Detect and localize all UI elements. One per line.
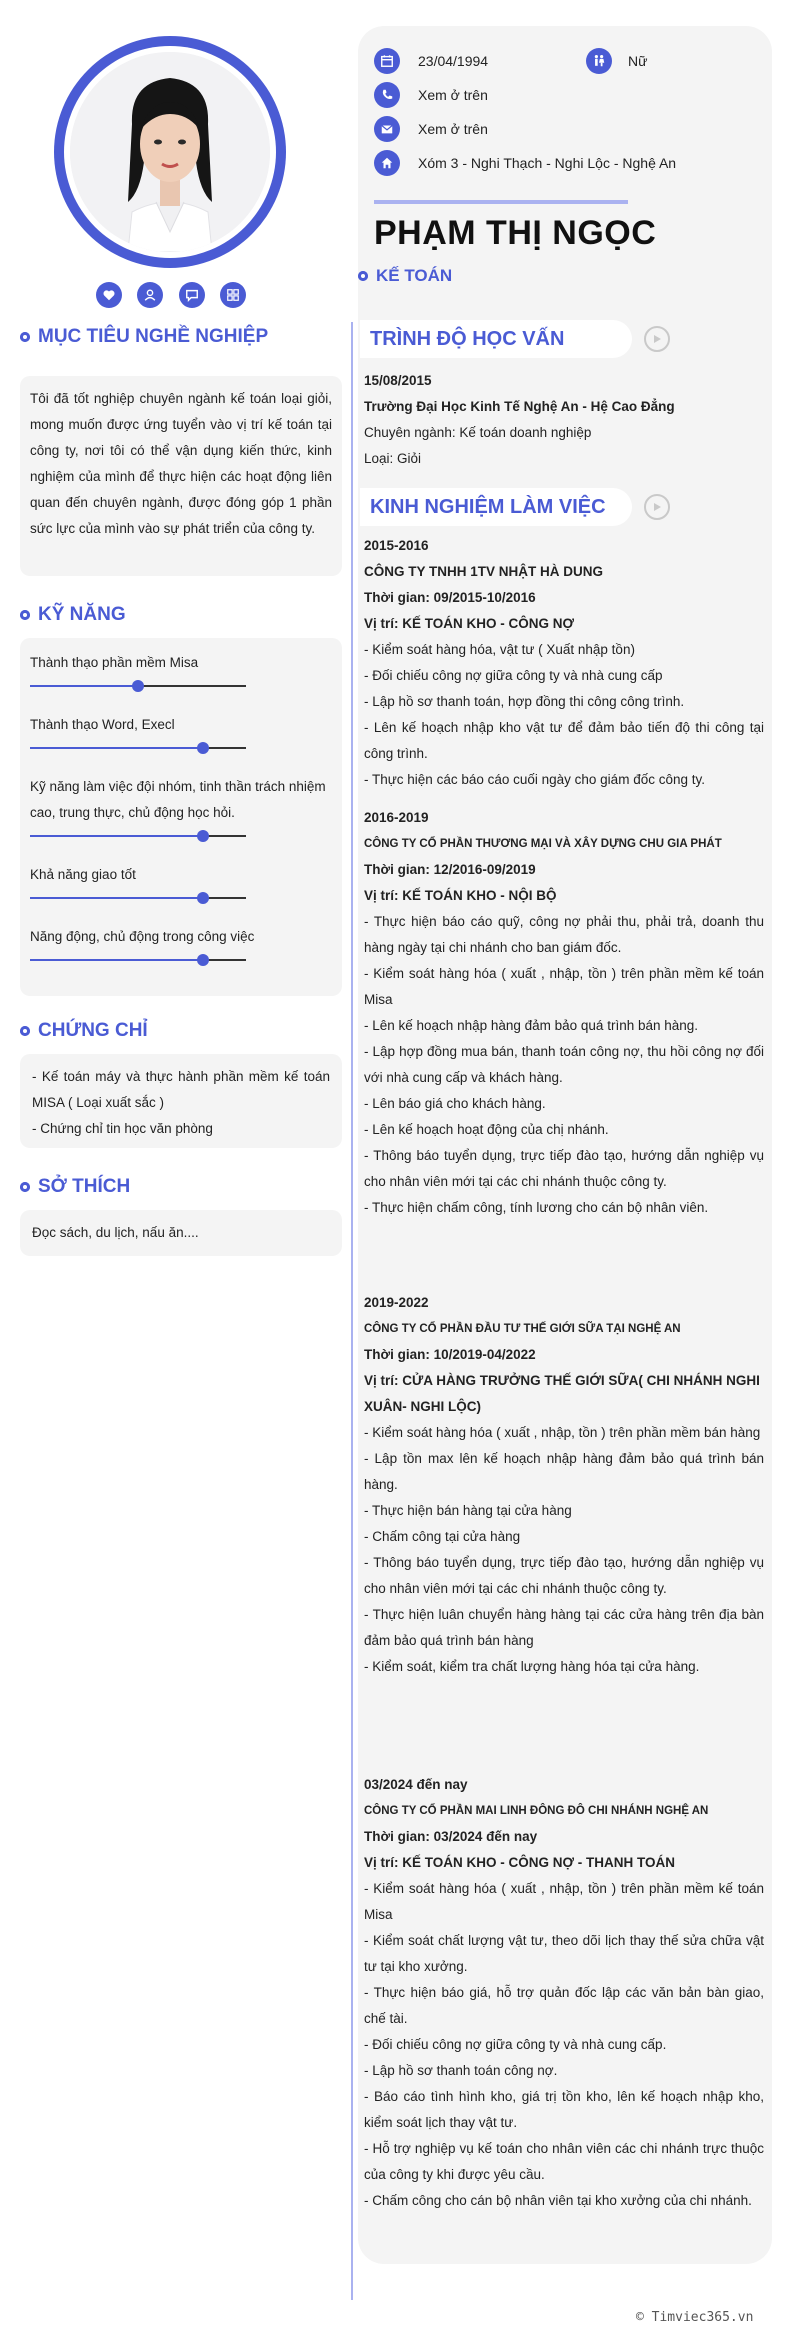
user-icon[interactable] bbox=[137, 282, 163, 308]
contact-row-phone bbox=[374, 78, 764, 112]
skill-knob bbox=[197, 742, 209, 754]
job-duty: - Kiểm soát hàng hóa ( xuất , nhập, tồn ) trên phần mềm kế toán Misa bbox=[364, 1881, 764, 1922]
job-duty: - Thực hiện bán hàng tại cửa hàng bbox=[364, 1503, 572, 1518]
hobbies-heading-text: SỞ THÍCH bbox=[38, 1176, 131, 1197]
play-icon bbox=[644, 494, 670, 520]
skills-heading-text: KỸ NĂNG bbox=[38, 604, 126, 625]
job-company: CÔNG TY TNHH 1TV NHẬT HÀ DUNG bbox=[364, 564, 604, 579]
heart-icon[interactable] bbox=[96, 282, 122, 308]
job-title-text: KẾ TOÁN bbox=[376, 266, 453, 285]
job-company: CÔNG TY CỔ PHẦN MAI LINH ĐÔNG ĐÔ CHI NHÁNH NGHỆ AN bbox=[364, 1805, 709, 1817]
contact-row-dob-gender bbox=[374, 44, 764, 78]
gender-value: Nữ bbox=[628, 53, 648, 69]
job-duty: - Thông báo tuyển dụng, trực tiếp đào tạo, hướng dẫn nghiệp vụ cho nhân viên mới tại các chi nhánh thuộc công ty. bbox=[364, 1148, 764, 1189]
job-duty: - Thực hiện chấm công, tính lương cho cán bộ nhân viên. bbox=[364, 1200, 709, 1215]
job-period: 03/2024 đến nay bbox=[364, 1777, 468, 1792]
job-company: CÔNG TY CỔ PHẦN ĐẦU TƯ THẾ GIỚI SỮA TẠI NGHỆ AN bbox=[364, 1323, 681, 1335]
profile-photo bbox=[70, 52, 270, 252]
social-links bbox=[96, 282, 246, 308]
gender-icon bbox=[586, 48, 612, 74]
education-date: 15/08/2015 bbox=[364, 373, 432, 388]
contact-info bbox=[374, 44, 764, 180]
education-major: Chuyên ngành: Kế toán doanh nghiệp bbox=[364, 425, 592, 440]
bullet-dot-icon bbox=[20, 1026, 30, 1036]
education-school: Trường Đại Học Kinh Tế Nghệ An - Hệ Cao Đẳng bbox=[364, 399, 675, 414]
experience-heading bbox=[360, 488, 632, 526]
column-divider bbox=[351, 322, 353, 2300]
certificates-box bbox=[20, 1054, 342, 1148]
avatar bbox=[54, 36, 286, 268]
job-duty: - Chấm công tại cửa hàng bbox=[364, 1529, 521, 1544]
skill-item bbox=[30, 712, 330, 754]
skill-label: Thành thạo Word, Execl bbox=[30, 717, 175, 732]
job-block bbox=[364, 1772, 764, 2214]
phone-value[interactable]: Xem ở trên bbox=[418, 87, 488, 103]
certificate-line: - Chứng chỉ tin học văn phòng bbox=[32, 1121, 213, 1136]
skill-bar bbox=[30, 954, 246, 966]
calendar-icon bbox=[374, 48, 400, 74]
job-duty: - Lập hồ sơ thanh toán, hợp đồng thi công công trình. bbox=[364, 694, 685, 709]
name-accent-bar bbox=[374, 200, 628, 204]
email-icon bbox=[374, 116, 400, 142]
play-icon bbox=[644, 326, 670, 352]
hobbies-box bbox=[20, 1210, 342, 1256]
job-duty: - Kiểm soát hàng hóa, vật tư ( Xuất nhập tồn) bbox=[364, 642, 635, 657]
education-grade: Loại: Giỏi bbox=[364, 451, 422, 466]
address-value: Xóm 3 - Nghi Thạch - Nghi Lộc - Nghệ An bbox=[418, 155, 677, 171]
phone-icon bbox=[374, 82, 400, 108]
job-time: Thời gian: 03/2024 đến nay bbox=[364, 1829, 538, 1844]
skill-label: Khả năng giao tốt bbox=[30, 867, 136, 882]
job-block bbox=[364, 805, 764, 1221]
job-duty: - Kiểm soát hàng hóa ( xuất , nhập, tồn ) trên phần mềm bán hàng bbox=[364, 1425, 761, 1440]
job-duty: - Thực hiện các báo cáo cuối ngày cho giám đốc công ty. bbox=[364, 772, 705, 787]
education-block bbox=[364, 368, 764, 472]
job-duty: - Lên kế hoạch nhập hàng đảm bảo quá trình bán hàng. bbox=[364, 1018, 699, 1033]
job-company: CÔNG TY CỔ PHẦN THƯƠNG MẠI VÀ XÂY DỰNG CHU GIA PHÁT bbox=[364, 838, 722, 850]
hobbies-heading bbox=[20, 1176, 130, 1198]
job-position: Vị trí: CỬA HÀNG TRƯỞNG THẾ GIỚI SỮA( CHI NHÁNH NGHI XUÂN- NGHI LỘC) bbox=[364, 1373, 760, 1414]
job-duty: - Thực hiện báo cáo quỹ, công nợ phải thu, phải trả, doanh thu hàng ngày tại chi nhánh cho ban giám đốc. bbox=[364, 914, 764, 955]
skills-heading bbox=[20, 604, 126, 626]
email-value[interactable]: Xem ở trên bbox=[418, 121, 488, 137]
job-duty: - Đối chiếu công nợ giữa công ty và nhà cung cấp bbox=[364, 668, 663, 683]
skill-knob bbox=[197, 892, 209, 904]
job-duty: - Lên báo giá cho khách hàng. bbox=[364, 1096, 546, 1111]
job-period: 2016-2019 bbox=[364, 810, 429, 825]
job-position: Vị trí: KẾ TOÁN KHO - CÔNG NỢ bbox=[364, 616, 575, 631]
job-block bbox=[364, 1290, 764, 1680]
job-block bbox=[364, 533, 764, 793]
job-duty: - Lập hợp đồng mua bán, thanh toán công nợ, thu hồi công nợ đối với nhà cung cấp và khách hàng. bbox=[364, 1044, 764, 1085]
chat-icon[interactable] bbox=[179, 282, 205, 308]
bullet-dot-icon bbox=[20, 332, 30, 342]
job-duty: - Kiểm soát hàng hóa ( xuất , nhập, tồn ) trên phần mềm kế toán Misa bbox=[364, 966, 764, 1007]
job-duty: - Lên kế hoạch hoạt động của chị nhánh. bbox=[364, 1122, 609, 1137]
skill-bar bbox=[30, 830, 246, 842]
skill-item bbox=[30, 862, 330, 904]
education-heading-text: TRÌNH ĐỘ HỌC VẤN bbox=[370, 327, 565, 350]
skill-bar bbox=[30, 892, 246, 904]
job-duty: - Lập hồ sơ thanh toán công nợ. bbox=[364, 2063, 558, 2078]
hobbies-text: Đọc sách, du lịch, nấu ăn.... bbox=[32, 1225, 199, 1240]
job-duty: - Hỗ trợ nghiệp vụ kế toán cho nhân viên các chi nhánh trực thuộc của công ty khi được yêu cầu. bbox=[364, 2141, 764, 2182]
skill-knob bbox=[197, 954, 209, 966]
certificates-heading-text: CHỨNG CHỈ bbox=[38, 1020, 148, 1041]
bullet-dot-icon bbox=[20, 1182, 30, 1192]
job-duty: - Báo cáo tình hình kho, giá trị tồn kho, lên kế hoạch nhập kho, kiểm soát lịch thay vật tư. bbox=[364, 2089, 764, 2130]
skill-bar bbox=[30, 680, 246, 692]
skill-label: Kỹ năng làm việc đội nhóm, tinh thần trách nhiệm cao, trung thực, chủ động học hỏi. bbox=[30, 779, 326, 820]
home-icon bbox=[374, 150, 400, 176]
job-duty: - Lên kế hoạch nhập kho vật tư để đảm bảo tiến độ thi công tại công trình. bbox=[364, 720, 764, 761]
certificates-heading bbox=[20, 1020, 148, 1042]
footer-credit[interactable]: © Timviec365.vn bbox=[636, 2310, 754, 2325]
job-duty: - Đối chiếu công nợ giữa công ty và nhà cung cấp. bbox=[364, 2037, 667, 2052]
job-duty: - Chấm công cho cán bộ nhân viên tại kho xưởng của chi nhánh. bbox=[364, 2193, 752, 2208]
job-duty: - Kiểm soát, kiểm tra chất lượng hàng hóa tại cửa hàng. bbox=[364, 1659, 700, 1674]
objective-box bbox=[20, 376, 342, 576]
bullet-dot-icon bbox=[358, 271, 368, 281]
job-duty: - Lập tồn max lên kế hoạch nhập hàng đảm bảo quá trình bán hàng. bbox=[364, 1451, 764, 1492]
job-position: Vị trí: KẾ TOÁN KHO - CÔNG NỢ - THANH TOÁN bbox=[364, 1855, 676, 1870]
job-time: Thời gian: 09/2015-10/2016 bbox=[364, 590, 536, 605]
bullet-dot-icon bbox=[20, 610, 30, 620]
job-title bbox=[358, 266, 452, 286]
objective-text: Tôi đã tốt nghiệp chuyên ngành kế toán loại giỏi, mong muốn được ứng tuyển vào vị trí kế toán tại công ty, nơi tôi có thể vận dụng kiến thức, kinh nghiệm của mình để thực hiện các hoạt động liên quan đến chuyên ngành, được đóng góp 1 phần sức lực của mình vào sự phát triển của công ty. bbox=[30, 391, 332, 536]
job-duty: - Thông báo tuyển dụng, trực tiếp đào tạo, hướng dẫn nghiệp vụ cho nhân viên mới tại các chi nhánh thuộc công ty. bbox=[364, 1555, 764, 1596]
objective-heading bbox=[20, 326, 268, 348]
job-time: Thời gian: 12/2016-09/2019 bbox=[364, 862, 536, 877]
dob-value: 23/04/1994 bbox=[418, 53, 489, 69]
skill-knob bbox=[197, 830, 209, 842]
job-period: 2015-2016 bbox=[364, 538, 429, 553]
education-heading bbox=[360, 320, 632, 358]
job-duty: - Thực hiện báo giá, hỗ trợ quản đốc lập các văn bản bàn giao, chế tài. bbox=[364, 1985, 764, 2026]
job-duty: - Thực hiện luân chuyển hàng hàng tại các cửa hàng trên địa bàn đảm bảo quá trình bán hàng bbox=[364, 1607, 764, 1648]
objective-heading-text: MỤC TIÊU NGHỀ NGHIỆP bbox=[38, 326, 269, 347]
experience-heading-text: KINH NGHIỆM LÀM VIỆC bbox=[370, 495, 606, 518]
job-period: 2019-2022 bbox=[364, 1295, 429, 1310]
job-position: Vị trí: KẾ TOÁN KHO - NỘI BỘ bbox=[364, 888, 557, 903]
contact-row-email bbox=[374, 112, 764, 146]
job-time: Thời gian: 10/2019-04/2022 bbox=[364, 1347, 536, 1362]
job-duty: - Kiểm soát chất lượng vật tư, theo dõi lịch thay thế sửa chữa vật tư tại kho xưởng. bbox=[364, 1933, 764, 1974]
skill-label: Năng động, chủ động trong công việc bbox=[30, 929, 255, 944]
skill-label: Thành thạo phần mềm Misa bbox=[30, 655, 199, 670]
certificate-line: - Kế toán máy và thực hành phần mềm kế toán MISA ( Loại xuất sắc ) bbox=[32, 1069, 330, 1110]
candidate-name: PHẠM THỊ NGỌC bbox=[374, 214, 657, 252]
skill-knob bbox=[132, 680, 144, 692]
grid-icon[interactable] bbox=[220, 282, 246, 308]
skill-bar bbox=[30, 742, 246, 754]
skill-item bbox=[30, 650, 330, 692]
contact-row-address bbox=[374, 146, 764, 180]
skill-item bbox=[30, 924, 330, 966]
skill-item bbox=[30, 774, 330, 842]
